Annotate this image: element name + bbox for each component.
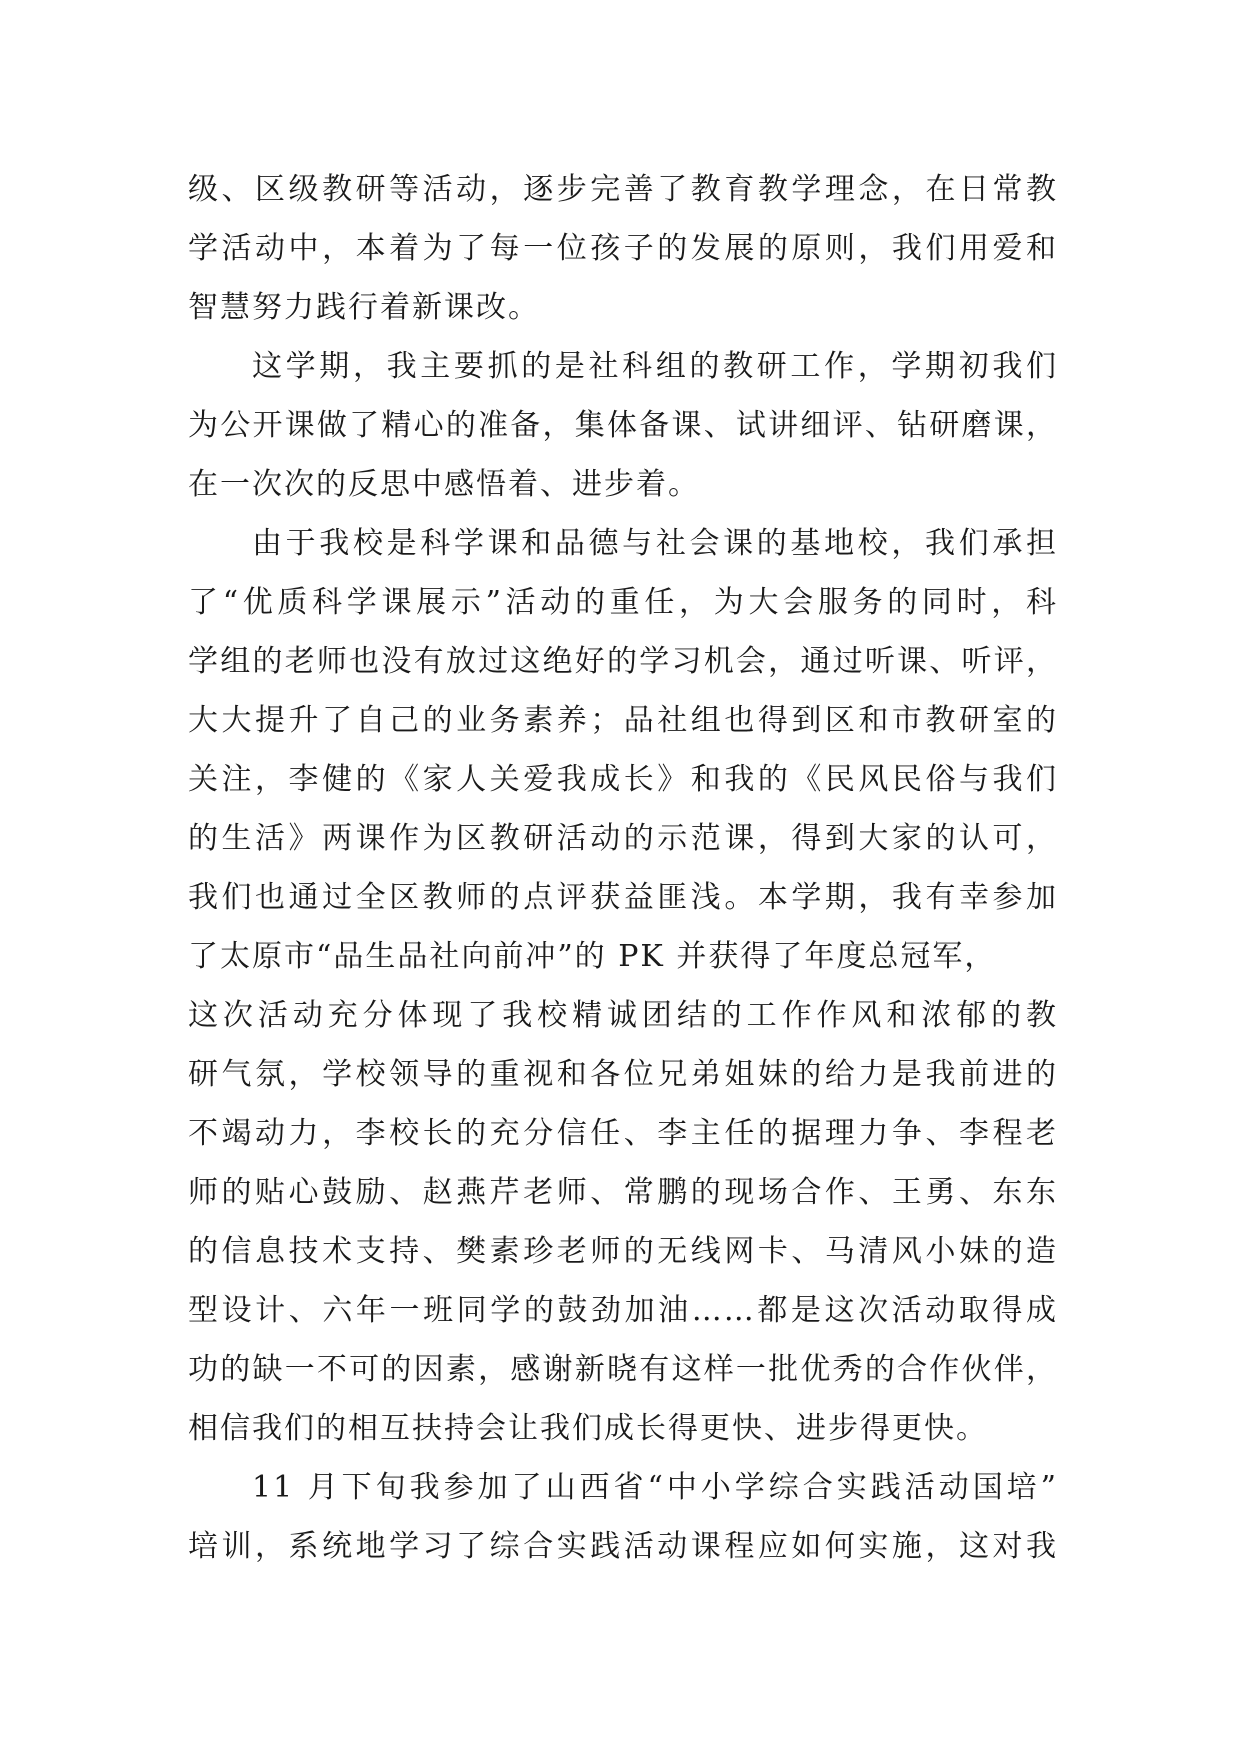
- text-line: 了“优质科学课展示”活动的重任，为大会服务的同时，科: [188, 585, 1058, 620]
- text-line: 功的缺一不可的因素，感谢新晓有这样一批优秀的合作伙伴，: [188, 1352, 1058, 1387]
- paragraph: [188, 514, 1058, 1458]
- text-line: 型设计、六年一班同学的鼓劲加油……都是这次活动取得成: [188, 1293, 1058, 1328]
- text-line: 11 月下旬我参加了山西省“中小学综合实践活动国培”: [252, 1470, 1058, 1505]
- text-line: 学组的老师也没有放过这绝好的学习机会，通过听课、听评，: [188, 644, 1058, 679]
- text-line: 关注，李健的《家人关爱我成长》和我的《民风民俗与我们: [188, 762, 1058, 797]
- text-line: 研气氛，学校领导的重视和各位兄弟姐妹的给力是我前进的: [188, 1057, 1058, 1092]
- text-line: 智慧努力践行着新课改。: [188, 290, 540, 325]
- text-line: 为公开课做了精心的准备，集体备课、试讲细评、钻研磨课，: [188, 408, 1058, 443]
- text-line: 的生活》两课作为区教研活动的示范课，得到大家的认可，: [188, 821, 1058, 856]
- text-line: 不竭动力，李校长的充分信任、李主任的据理力争、李程老: [188, 1116, 1058, 1151]
- text-line: 在一次次的反思中感悟着、进步着。: [188, 467, 700, 502]
- paragraph: [188, 160, 1058, 337]
- text-line: 我们也通过全区教师的点评获益匪浅。本学期，我有幸参加: [188, 880, 1058, 915]
- text-line: 的信息技术支持、樊素珍老师的无线网卡、马清风小妹的造: [188, 1234, 1058, 1269]
- text-line: 了太原市“品生品社向前冲”的 PK 并获得了年度总冠军，: [188, 939, 997, 974]
- text-line: 这次活动充分体现了我校精诚团结的工作作风和浓郁的教: [188, 998, 1058, 1033]
- text-line: 培训，系统地学习了综合实践活动课程应如何实施，这对我: [188, 1529, 1058, 1564]
- text-line: 由于我校是科学课和品德与社会课的基地校，我们承担: [252, 526, 1058, 561]
- text-line: 这学期，我主要抓的是社科组的教研工作，学期初我们: [252, 349, 1058, 384]
- text-line: 相信我们的相互扶持会让我们成长得更快、进步得更快。: [188, 1411, 988, 1446]
- paragraph: [188, 1458, 1058, 1576]
- paragraph: [188, 337, 1058, 514]
- text-line: 学活动中，本着为了每一位孩子的发展的原则，我们用爱和: [188, 231, 1058, 266]
- text-line: 大大提升了自己的业务素养；品社组也得到区和市教研室的: [188, 703, 1058, 738]
- text-line: 师的贴心鼓励、赵燕芹老师、常鹏的现场合作、王勇、东东: [188, 1175, 1058, 1210]
- body-text: [188, 160, 1058, 1576]
- text-line: 级、区级教研等活动，逐步完善了教育教学理念，在日常教: [188, 172, 1058, 207]
